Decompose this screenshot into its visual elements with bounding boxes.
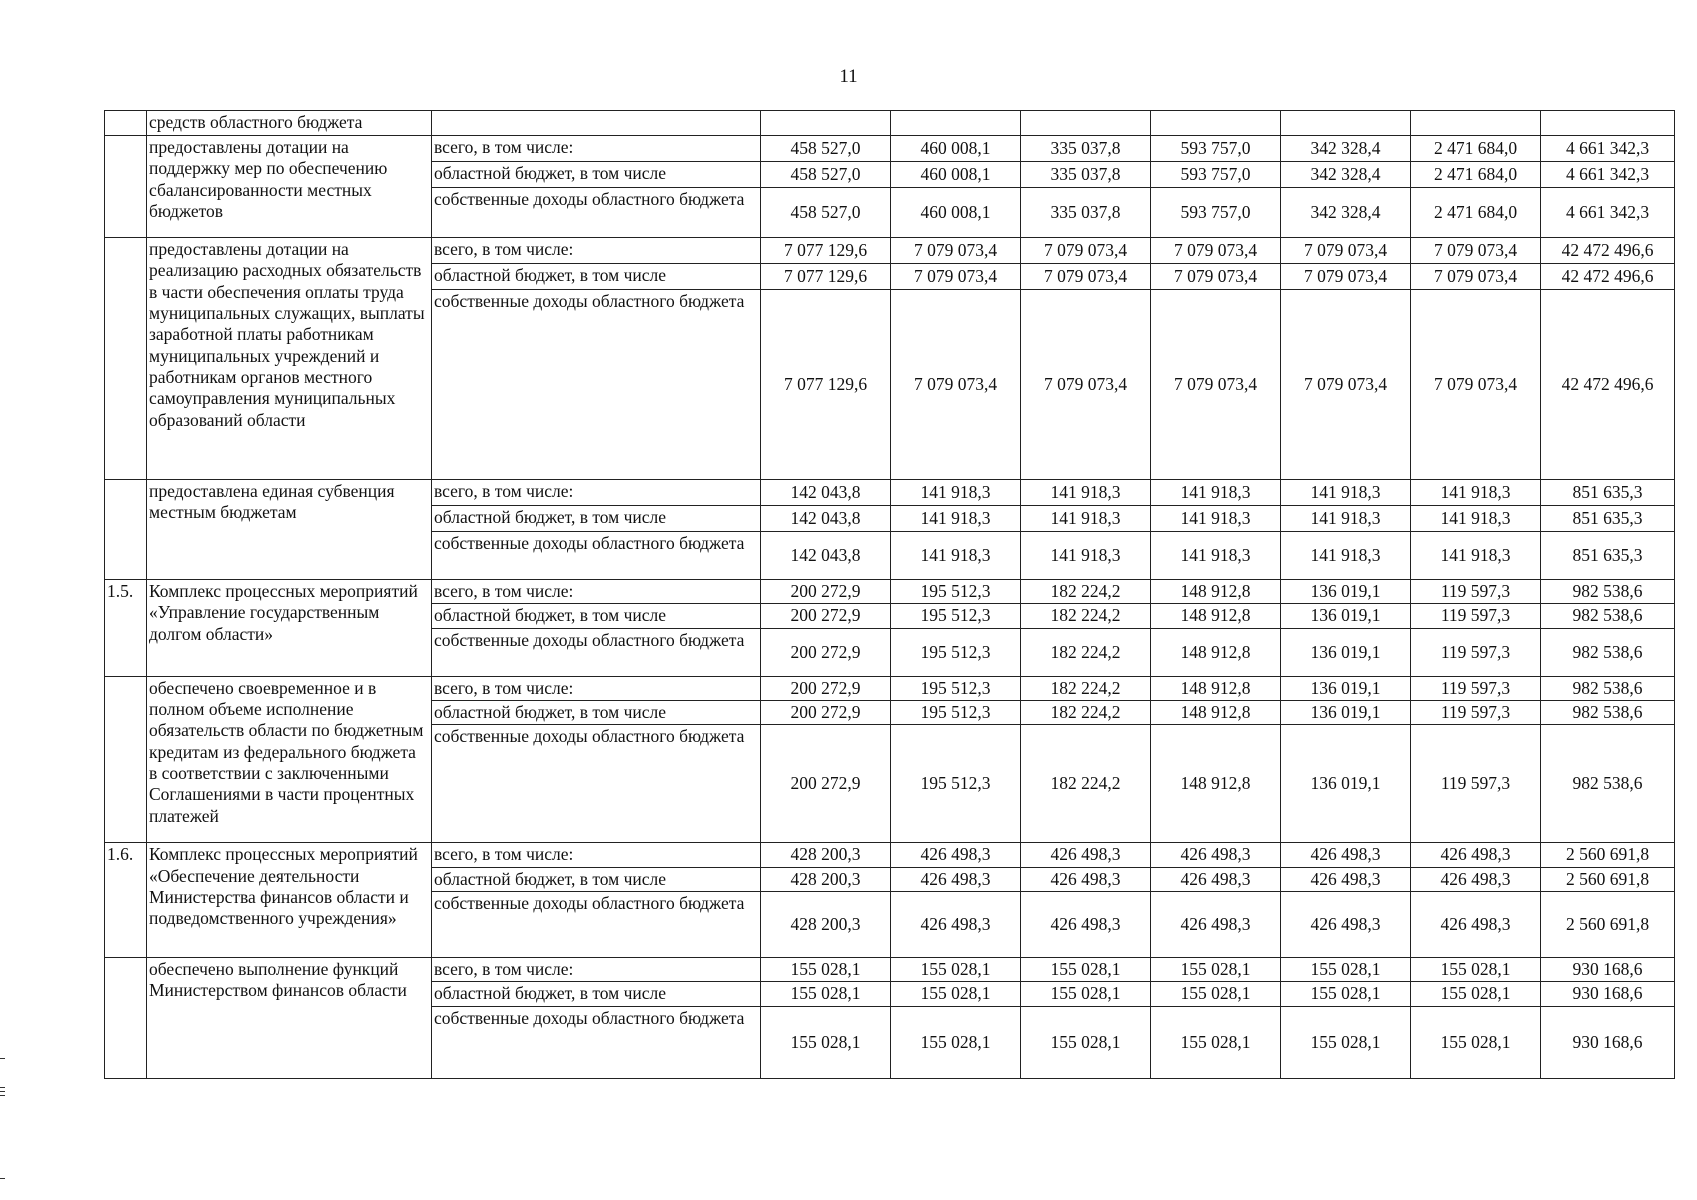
funding-source: собственные доходы областного бюджета: [432, 892, 761, 958]
funding-source: областной бюджет, в том числе: [432, 604, 761, 628]
item-description: предоставлена единая субвенция местным бюджетам: [147, 480, 432, 580]
amount-cell: 7 079 073,4: [891, 264, 1021, 290]
item-description: предоставлены дотации на поддержку мер по обеспечению сбалансированности местных бюджетов: [147, 136, 432, 238]
amount-cell: 851 635,3: [1541, 532, 1675, 580]
amount-cell: 119 597,3: [1411, 628, 1541, 676]
funding-source: собственные доходы областного бюджета: [432, 532, 761, 580]
amount-cell: 141 918,3: [1151, 480, 1281, 506]
amount-cell: 141 918,3: [891, 532, 1021, 580]
table-row: [105, 843, 1675, 867]
amount-cell: 7 077 129,6: [761, 290, 891, 480]
amount-cell: 155 028,1: [1411, 982, 1541, 1006]
amount-cell: 195 512,3: [891, 701, 1021, 725]
funding-source: всего, в том числе:: [432, 958, 761, 982]
amount-cell: 982 538,6: [1541, 604, 1675, 628]
amount-cell: 4 661 342,3: [1541, 188, 1675, 238]
amount-cell: 136 019,1: [1281, 628, 1411, 676]
amount-cell: [1541, 111, 1675, 136]
amount-cell: 2 471 684,0: [1411, 188, 1541, 238]
margin-mark: [0, 1091, 5, 1092]
funding-source: всего, в том числе:: [432, 580, 761, 604]
amount-cell: 141 918,3: [1021, 506, 1151, 532]
amount-cell: 195 512,3: [891, 676, 1021, 700]
amount-cell: 426 498,3: [1281, 867, 1411, 891]
amount-cell: 136 019,1: [1281, 580, 1411, 604]
amount-cell: 42 472 496,6: [1541, 290, 1675, 480]
amount-cell: 155 028,1: [761, 1006, 891, 1078]
amount-cell: 136 019,1: [1281, 604, 1411, 628]
amount-cell: 7 077 129,6: [761, 264, 891, 290]
amount-cell: 182 224,2: [1021, 580, 1151, 604]
amount-cell: 155 028,1: [1281, 958, 1411, 982]
amount-cell: 141 918,3: [1021, 532, 1151, 580]
amount-cell: 2 471 684,0: [1411, 162, 1541, 188]
amount-cell: 148 912,8: [1151, 701, 1281, 725]
item-code: 1.5.: [105, 580, 147, 677]
amount-cell: 335 037,8: [1021, 136, 1151, 162]
amount-cell: 458 527,0: [761, 162, 891, 188]
amount-cell: 136 019,1: [1281, 676, 1411, 700]
amount-cell: 155 028,1: [1411, 958, 1541, 982]
amount-cell: 2 560 691,8: [1541, 867, 1675, 891]
amount-cell: 7 079 073,4: [1411, 290, 1541, 480]
amount-cell: [891, 111, 1021, 136]
table-row: [105, 958, 1675, 982]
page-number: 11: [839, 66, 858, 87]
item-description: средств областного бюджета: [147, 111, 432, 136]
amount-cell: 200 272,9: [761, 628, 891, 676]
amount-cell: 182 224,2: [1021, 701, 1151, 725]
table-row: [105, 580, 1675, 604]
amount-cell: 141 918,3: [1411, 532, 1541, 580]
amount-cell: 148 912,8: [1151, 580, 1281, 604]
amount-cell: 142 043,8: [761, 506, 891, 532]
amount-cell: 930 168,6: [1541, 982, 1675, 1006]
amount-cell: 136 019,1: [1281, 725, 1411, 843]
amount-cell: 7 077 129,6: [761, 238, 891, 264]
funding-source: областной бюджет, в том числе: [432, 506, 761, 532]
item-code: [105, 136, 147, 238]
amount-cell: 141 918,3: [1411, 480, 1541, 506]
amount-cell: 593 757,0: [1151, 162, 1281, 188]
amount-cell: 155 028,1: [1281, 1006, 1411, 1078]
funding-source: всего, в том числе:: [432, 480, 761, 506]
amount-cell: 119 597,3: [1411, 701, 1541, 725]
amount-cell: 335 037,8: [1021, 188, 1151, 238]
amount-cell: 142 043,8: [761, 532, 891, 580]
amount-cell: [1281, 111, 1411, 136]
amount-cell: 428 200,3: [761, 843, 891, 867]
margin-mark: [0, 1095, 5, 1096]
amount-cell: 155 028,1: [891, 982, 1021, 1006]
amount-cell: 141 918,3: [1411, 506, 1541, 532]
item-description: обеспечено выполнение функций Министерством финансов области: [147, 958, 432, 1079]
item-code: [105, 480, 147, 580]
amount-cell: 155 028,1: [891, 1006, 1021, 1078]
funding-source: областной бюджет, в том числе: [432, 264, 761, 290]
amount-cell: 426 498,3: [1021, 892, 1151, 958]
amount-cell: 7 079 073,4: [1281, 290, 1411, 480]
item-code: [105, 238, 147, 480]
amount-cell: 851 635,3: [1541, 506, 1675, 532]
amount-cell: 155 028,1: [1151, 1006, 1281, 1078]
amount-cell: 155 028,1: [1021, 1006, 1151, 1078]
amount-cell: 930 168,6: [1541, 958, 1675, 982]
margin-mark: [0, 1178, 5, 1179]
amount-cell: 593 757,0: [1151, 136, 1281, 162]
amount-cell: 141 918,3: [1281, 506, 1411, 532]
amount-cell: 195 512,3: [891, 628, 1021, 676]
amount-cell: 426 498,3: [1411, 892, 1541, 958]
budget-table: [104, 110, 1675, 1079]
funding-source: [432, 111, 761, 136]
amount-cell: 426 498,3: [1411, 867, 1541, 891]
amount-cell: 200 272,9: [761, 580, 891, 604]
amount-cell: 141 918,3: [1021, 480, 1151, 506]
amount-cell: 982 538,6: [1541, 628, 1675, 676]
amount-cell: 148 912,8: [1151, 676, 1281, 700]
funding-source: собственные доходы областного бюджета: [432, 188, 761, 238]
amount-cell: 155 028,1: [761, 982, 891, 1006]
amount-cell: 4 661 342,3: [1541, 162, 1675, 188]
amount-cell: 119 597,3: [1411, 580, 1541, 604]
amount-cell: 141 918,3: [891, 506, 1021, 532]
amount-cell: 119 597,3: [1411, 725, 1541, 843]
amount-cell: [1151, 111, 1281, 136]
amount-cell: 7 079 073,4: [891, 238, 1021, 264]
amount-cell: 141 918,3: [1151, 532, 1281, 580]
amount-cell: 148 912,8: [1151, 628, 1281, 676]
amount-cell: 851 635,3: [1541, 480, 1675, 506]
amount-cell: 7 079 073,4: [1151, 264, 1281, 290]
amount-cell: 195 512,3: [891, 604, 1021, 628]
amount-cell: 426 498,3: [1411, 843, 1541, 867]
amount-cell: 141 918,3: [891, 480, 1021, 506]
amount-cell: 342 328,4: [1281, 136, 1411, 162]
amount-cell: 119 597,3: [1411, 676, 1541, 700]
funding-source: всего, в том числе:: [432, 676, 761, 700]
amount-cell: 426 498,3: [1151, 867, 1281, 891]
amount-cell: 195 512,3: [891, 725, 1021, 843]
amount-cell: 335 037,8: [1021, 162, 1151, 188]
amount-cell: 155 028,1: [1151, 982, 1281, 1006]
amount-cell: 426 498,3: [891, 892, 1021, 958]
funding-source: областной бюджет, в том числе: [432, 867, 761, 891]
amount-cell: 200 272,9: [761, 604, 891, 628]
amount-cell: 155 028,1: [1151, 958, 1281, 982]
amount-cell: 148 912,8: [1151, 725, 1281, 843]
amount-cell: 426 498,3: [891, 867, 1021, 891]
amount-cell: 4 661 342,3: [1541, 136, 1675, 162]
amount-cell: 200 272,9: [761, 701, 891, 725]
funding-source: собственные доходы областного бюджета: [432, 725, 761, 843]
funding-source: собственные доходы областного бюджета: [432, 628, 761, 676]
amount-cell: 182 224,2: [1021, 725, 1151, 843]
amount-cell: 7 079 073,4: [1411, 238, 1541, 264]
amount-cell: 426 498,3: [1021, 843, 1151, 867]
funding-source: областной бюджет, в том числе: [432, 162, 761, 188]
item-code: [105, 676, 147, 843]
funding-source: собственные доходы областного бюджета: [432, 290, 761, 480]
item-description: обеспечено своевременное и в полном объеме исполнение обязательств области по бюджетным кредитам из федерального бюджета в соответствии с заключенными Соглашениями в части процентных платежей: [147, 676, 432, 843]
funding-source: областной бюджет, в том числе: [432, 982, 761, 1006]
amount-cell: 982 538,6: [1541, 725, 1675, 843]
amount-cell: 141 918,3: [1281, 480, 1411, 506]
amount-cell: 458 527,0: [761, 136, 891, 162]
amount-cell: 7 079 073,4: [1021, 264, 1151, 290]
amount-cell: 342 328,4: [1281, 188, 1411, 238]
amount-cell: 460 008,1: [891, 162, 1021, 188]
amount-cell: 593 757,0: [1151, 188, 1281, 238]
amount-cell: 460 008,1: [891, 188, 1021, 238]
margin-mark: [0, 1058, 5, 1059]
amount-cell: 7 079 073,4: [1411, 264, 1541, 290]
amount-cell: 7 079 073,4: [1151, 290, 1281, 480]
amount-cell: 460 008,1: [891, 136, 1021, 162]
margin-mark: [0, 1087, 5, 1088]
amount-cell: 141 918,3: [1151, 506, 1281, 532]
amount-cell: 148 912,8: [1151, 604, 1281, 628]
amount-cell: 7 079 073,4: [891, 290, 1021, 480]
item-code: 1.6.: [105, 843, 147, 958]
amount-cell: 2 560 691,8: [1541, 843, 1675, 867]
funding-source: собственные доходы областного бюджета: [432, 1006, 761, 1078]
amount-cell: 982 538,6: [1541, 580, 1675, 604]
amount-cell: 155 028,1: [1281, 982, 1411, 1006]
amount-cell: 982 538,6: [1541, 701, 1675, 725]
amount-cell: [1021, 111, 1151, 136]
funding-source: областной бюджет, в том числе: [432, 701, 761, 725]
amount-cell: 200 272,9: [761, 725, 891, 843]
amount-cell: [761, 111, 891, 136]
table-row: [105, 480, 1675, 506]
amount-cell: 7 079 073,4: [1021, 238, 1151, 264]
item-code: [105, 958, 147, 1079]
amount-cell: 155 028,1: [891, 958, 1021, 982]
funding-source: всего, в том числе:: [432, 136, 761, 162]
amount-cell: 155 028,1: [761, 958, 891, 982]
amount-cell: [1411, 111, 1541, 136]
amount-cell: 182 224,2: [1021, 604, 1151, 628]
amount-cell: 7 079 073,4: [1151, 238, 1281, 264]
table-row: [105, 238, 1675, 264]
item-description: Комплекс процессных мероприятий «Обеспечение деятельности Министерства финансов области и подведомственного учреждения»: [147, 843, 432, 958]
amount-cell: 2 560 691,8: [1541, 892, 1675, 958]
funding-source: всего, в том числе:: [432, 843, 761, 867]
amount-cell: 428 200,3: [761, 892, 891, 958]
amount-cell: 155 028,1: [1021, 982, 1151, 1006]
amount-cell: 7 079 073,4: [1281, 238, 1411, 264]
amount-cell: 155 028,1: [1411, 1006, 1541, 1078]
amount-cell: 182 224,2: [1021, 676, 1151, 700]
amount-cell: 142 043,8: [761, 480, 891, 506]
funding-source: всего, в том числе:: [432, 238, 761, 264]
amount-cell: 426 498,3: [1281, 892, 1411, 958]
amount-cell: 458 527,0: [761, 188, 891, 238]
amount-cell: 7 079 073,4: [1281, 264, 1411, 290]
item-description: предоставлены дотации на реализацию расходных обязательств в части обеспечения оплаты труда муниципальных служащих, выплаты заработной платы работникам муниципальных учреждений и работникам органов местного самоуправления муниципальных образований области: [147, 238, 432, 480]
amount-cell: 428 200,3: [761, 867, 891, 891]
table-row: [105, 676, 1675, 700]
amount-cell: 155 028,1: [1021, 958, 1151, 982]
amount-cell: 195 512,3: [891, 580, 1021, 604]
item-code: [105, 111, 147, 136]
amount-cell: 42 472 496,6: [1541, 238, 1675, 264]
amount-cell: 426 498,3: [891, 843, 1021, 867]
table-row: [105, 136, 1675, 162]
amount-cell: 200 272,9: [761, 676, 891, 700]
amount-cell: 136 019,1: [1281, 701, 1411, 725]
amount-cell: 182 224,2: [1021, 628, 1151, 676]
amount-cell: 426 498,3: [1281, 843, 1411, 867]
amount-cell: 930 168,6: [1541, 1006, 1675, 1078]
amount-cell: 426 498,3: [1021, 867, 1151, 891]
table-row: [105, 111, 1675, 136]
amount-cell: 426 498,3: [1151, 892, 1281, 958]
amount-cell: 7 079 073,4: [1021, 290, 1151, 480]
amount-cell: 141 918,3: [1281, 532, 1411, 580]
amount-cell: 982 538,6: [1541, 676, 1675, 700]
amount-cell: 42 472 496,6: [1541, 264, 1675, 290]
amount-cell: 2 471 684,0: [1411, 136, 1541, 162]
amount-cell: 426 498,3: [1151, 843, 1281, 867]
amount-cell: 342 328,4: [1281, 162, 1411, 188]
amount-cell: 119 597,3: [1411, 604, 1541, 628]
item-description: Комплекс процессных мероприятий «Управление государственным долгом области»: [147, 580, 432, 677]
